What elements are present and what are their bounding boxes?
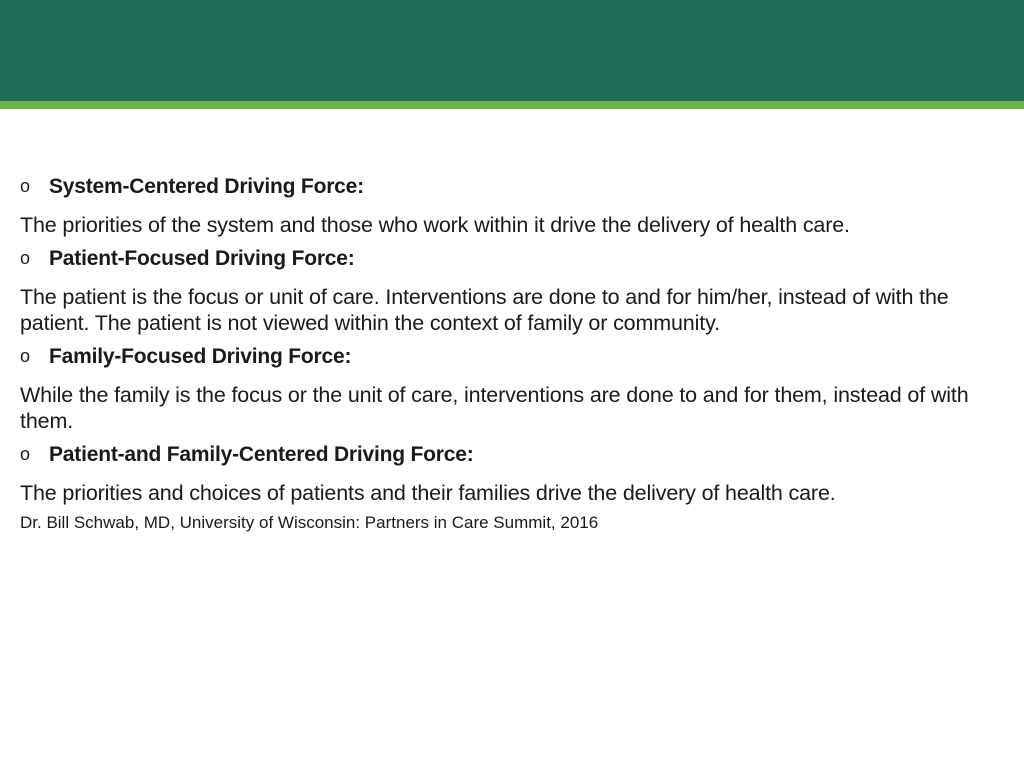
bullet-heading [20, 342, 1005, 372]
description-system-centered: The priorities of the system and those who work within it drive the delivery of health care. [20, 213, 850, 237]
bullet-circle-icon: o [20, 248, 31, 268]
bullet-circle-icon: o [20, 346, 31, 366]
bullet-heading [20, 172, 1005, 202]
description-patient-focused: The patient is the focus or unit of care. Interventions are done to and for him/her, instead of with the patient. The patient is not viewed within the context of family or community. [20, 285, 949, 335]
heading-system-centered: System-Centered Driving Force: [49, 175, 364, 198]
heading-patient-focused: Patient-Focused Driving Force: [49, 247, 355, 270]
header-band [0, 0, 1024, 101]
bullet-circle-icon: o [20, 176, 31, 196]
heading-patient-and-family-centered: Patient-and Family-Centered Driving Force: [49, 443, 474, 466]
slide-content [20, 172, 1005, 534]
description-patient-and-family-centered: The priorities and choices of patients and their families drive the delivery of health care. [20, 481, 836, 505]
heading-family-focused: Family-Focused Driving Force: [49, 345, 352, 368]
citation: Dr. Bill Schwab, MD, University of Wisconsin: Partners in Care Summit, 2016 [20, 513, 599, 532]
description-family-focused: While the family is the focus or the unit of care, interventions are done to and for them, instead of with them. [20, 383, 969, 433]
header-accent-stripe [0, 101, 1024, 109]
bullet-heading [20, 244, 1005, 274]
bullet-heading [20, 440, 1005, 470]
bullet-circle-icon: o [20, 444, 31, 464]
